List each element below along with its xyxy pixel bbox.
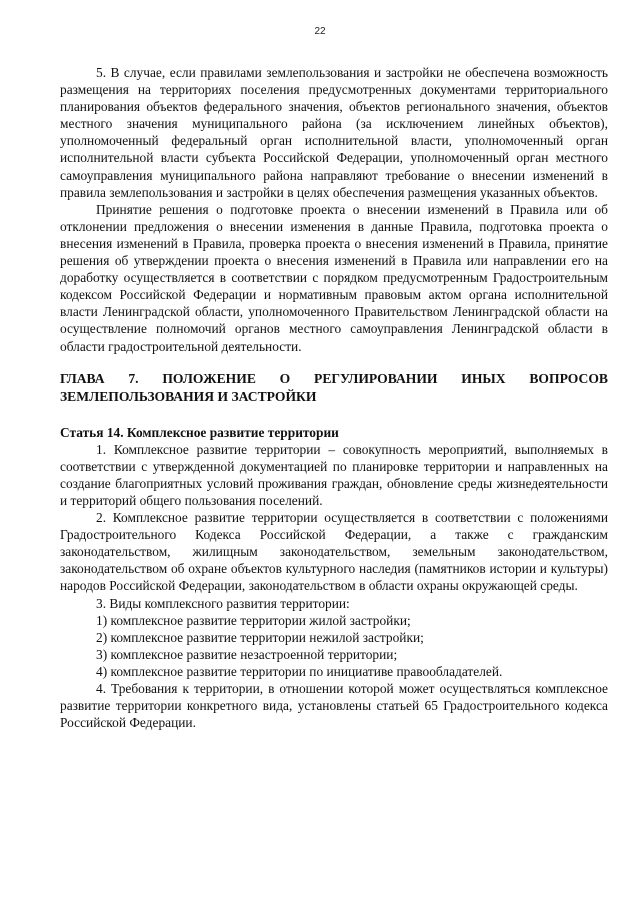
list-item: 2) комплексное развитие территории нежилой застройки;	[96, 629, 424, 645]
article-paragraph-3: 3. Виды комплексного развития территории:	[96, 595, 350, 611]
chapter-heading: ГЛАВА 7. ПОЛОЖЕНИЕ О РЕГУЛИРОВАНИИ ИНЫХ ВОПРОСОВ ЗЕМЛЕПОЛЬЗОВАНИЯ И ЗАСТРОЙКИ	[60, 370, 608, 404]
list-item: 4) комплексное развитие территории по инициативе правообладателей.	[96, 663, 503, 679]
paragraph-decision: Принятие решения о подготовке проекта о внесении изменений в Правила или об отклонении предложения о внесении изменения в данные Правила, подготовка проекта о внесения изменений в Правила, проверка проекта о внесения изменений в Правила, принятие решения об утверждении проекта о внесения изменений в Правила или направлении его на доработку осуществляется в соответствии с порядком предусмотренным Градостроительным кодексом Российской Федерации и нормативным правовым актом органа исполнительной власти Ленинградской области, уполномоченного Правительством Ленинградской области на осуществление полномочий органов местного самоуправления Ленинградской области в области градостроительной деятельности.	[60, 201, 608, 354]
page-number: 22	[314, 26, 326, 37]
article-paragraph-2: 2. Комплексное развитие территории осуществляется в соответствии с положениями Градостроительного Кодекса Российской Федерации, а также с гражданским законодательством, жилищным законодательством, земельным законодательством, законодательством об охране объектов культурного наследия (памятников истории и культуры) народов Российской Федерации, законодательством в области охраны окружающей среды.	[60, 510, 608, 594]
article-paragraph-4: 4. Требования к территории, в отношении которой может осуществляться комплексное развитие территории конкретного вида, установлены статьей 65 Градостроительного кодекса Российской Федерации.	[60, 681, 608, 731]
list-item: 3) комплексное развитие незастроенной территории;	[96, 646, 398, 662]
paragraph-5: 5. В случае, если правилами землепользования и застройки не обеспечена возможность размещения на территориях поселения предусмотренных документами территориального планирования объектов федерального значения, объектов регионального значения, объектов местного значения муниципального района (за исключением линейных объектов), уполномоченный федеральный орган исполнительной власти, уполномоченный орган исполнительной власти субъекта Российской Федерации, уполномоченный орган местного самоуправления муниципального района направляют требование о внесении изменений в правила землепользования и застройки в целях обеспечения размещения указанных объектов.	[60, 65, 608, 200]
article-paragraph-1: 1. Комплексное развитие территории – совокупность мероприятий, выполняемых в соответствии с утвержденной документацией по планировке территории и направленных на создание благоприятных условий проживания граждан, обновление среды жизнедеятельности и территорий общего пользования поселений.	[60, 441, 608, 508]
article-heading: Статья 14. Комплексное развитие территории	[60, 424, 339, 440]
document-body	[60, 64, 608, 731]
list-item: 1) комплексное развитие территории жилой застройки;	[96, 612, 411, 628]
